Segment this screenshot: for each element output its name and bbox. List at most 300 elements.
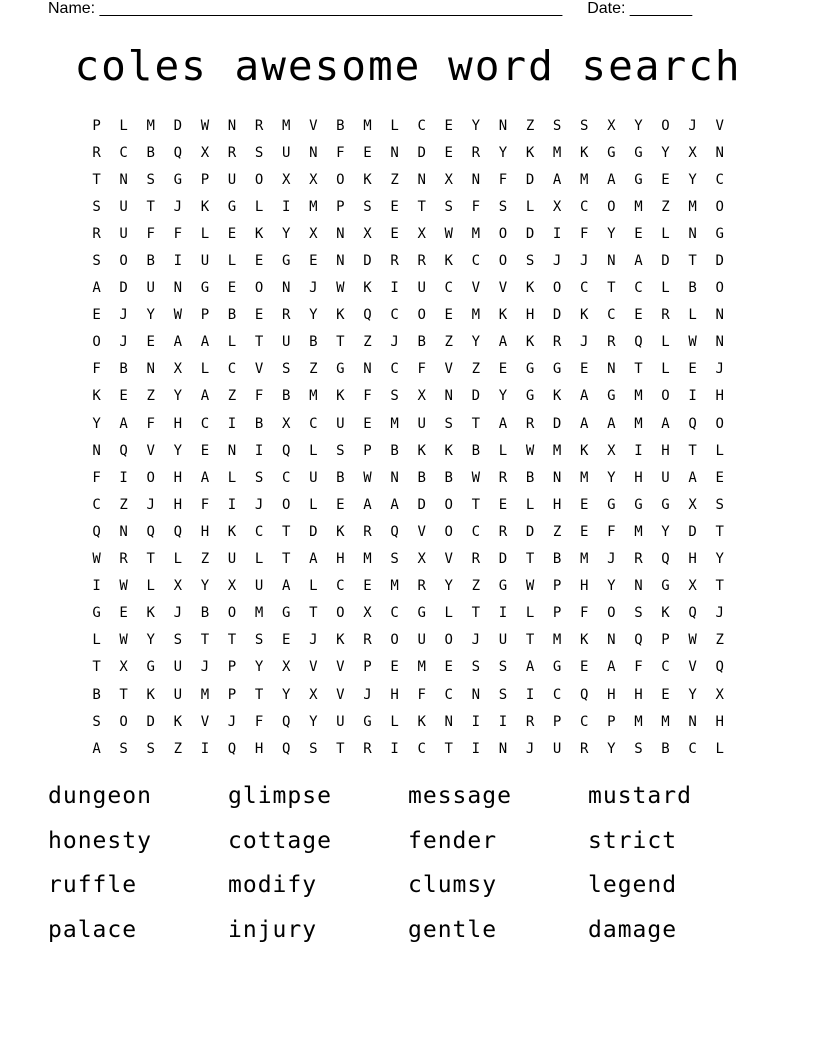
grid-letter: L [227,253,237,270]
grid-letter: L [715,442,724,459]
grid-letter: Z [661,198,670,215]
grid-letter: S [92,253,101,270]
grid-letter: D [417,496,426,513]
grid-letter: E [498,496,508,513]
grid-letter: E [363,578,372,595]
grid-letter: T [254,686,264,703]
grid-letter: T [146,551,155,568]
grid-letter: S [634,740,643,757]
grid-letter: W [363,469,372,486]
grid-letter: A [363,496,372,513]
grid-letter: O [607,605,616,622]
grid-letter: V [444,551,453,568]
grid-letter: A [580,415,589,432]
grid-letter: X [688,496,697,513]
grid-letter: S [363,198,372,215]
grid-letter: K [525,144,535,161]
grid-letter: Y [281,686,291,703]
grid-letter: V [336,659,345,676]
grid-letter: D [525,171,535,188]
grid-letter: J [119,334,128,351]
grid-letter: F [417,361,426,378]
grid-letter: I [471,713,481,730]
grid-letter: B [525,469,535,486]
grid-letter: A [200,388,210,405]
grid-letter: B [661,740,670,757]
grid-letter: Y [173,442,183,459]
grid-letter: R [634,551,643,568]
grid-letter: U [552,740,562,757]
grid-letter: C [580,198,589,215]
word-list-item: gentle [408,916,498,943]
grid-letter: Z [444,334,453,351]
grid-letter: J [688,117,697,134]
grid-letter: Q [363,307,372,324]
grid-letter: Q [661,551,670,568]
grid-letter: N [227,117,237,134]
grid-letter: R [498,523,508,540]
grid-letter: Y [715,551,724,568]
grid-letter: J [146,496,155,513]
grid-letter: J [525,740,535,757]
grid-letter: O [715,415,724,432]
grid-letter: T [227,632,237,649]
grid-letter: L [525,605,535,622]
grid-letter: C [390,605,399,622]
grid-letter: N [146,361,155,378]
grid-letter: N [173,280,183,297]
grid-letter: Q [281,442,291,459]
grid-letter: A [200,334,210,351]
grid-letter: M [200,686,210,703]
grid-letter: O [661,388,670,405]
grid-letter: O [336,605,345,622]
grid-letter: N [417,171,426,188]
grid-letter: D [309,523,318,540]
grid-letter: T [281,523,291,540]
grid-letter: W [525,442,535,459]
grid-letter: N [363,361,372,378]
grid-letter: N [498,117,508,134]
grid-letter: N [471,686,481,703]
grid-letter: I [173,253,183,270]
grid-letter: P [661,632,670,649]
grid-letter: U [200,253,210,270]
grid-letter: X [200,144,210,161]
grid-letter: U [281,144,291,161]
grid-letter: P [92,117,101,134]
grid-letter: N [390,469,399,486]
grid-letter: H [580,578,589,595]
grid-letter: J [119,307,128,324]
grid-letter: H [254,740,264,757]
word-list-item: fender [408,827,498,854]
grid-letter: Y [607,578,616,595]
grid-letter: S [281,361,291,378]
date-field-label: Date: _______ [587,0,693,17]
grid-letter: C [390,307,399,324]
grid-letter: K [173,713,183,730]
grid-letter: B [336,117,345,134]
grid-letter: W [444,225,453,242]
grid-letter: G [552,361,562,378]
grid-letter: C [119,144,128,161]
grid-letter: Z [471,578,481,595]
grid-letter: S [525,253,535,270]
grid-letter: S [444,415,453,432]
grid-letter: H [525,307,535,324]
grid-letter: X [363,225,372,242]
grid-letter: O [254,171,264,188]
grid-letter: I [552,225,562,242]
grid-letter: H [661,442,670,459]
grid-letter: N [715,144,724,161]
grid-letter: T [336,334,345,351]
grid-letter: E [200,442,210,459]
grid-letter: C [92,496,101,513]
grid-letter: P [336,198,345,215]
grid-letter: K [336,388,345,405]
grid-letter: N [336,225,345,242]
grid-letter: M [688,198,697,215]
grid-letter: B [444,469,453,486]
grid-letter: R [254,117,264,134]
grid-letter: M [363,551,372,568]
grid-letter: E [444,659,453,676]
grid-letter: R [607,334,616,351]
grid-letter: I [119,469,128,486]
grid-letter: W [200,117,210,134]
grid-letter: F [173,225,183,242]
grid-letter: N [390,144,399,161]
grid-letter: N [715,334,724,351]
grid-letter: Q [688,415,697,432]
grid-letter: F [607,523,616,540]
grid-letter: L [254,198,264,215]
grid-letter: L [715,740,724,757]
grid-letter: U [173,659,183,676]
grid-letter: B [281,388,291,405]
grid-letter: Y [661,523,670,540]
grid-letter: S [498,686,508,703]
grid-letter: V [471,280,481,297]
grid-letter: I [390,280,399,297]
grid-letter: B [417,469,426,486]
grid-letter: T [417,198,426,215]
grid-letter: O [715,280,724,297]
grid-letter: Q [119,442,128,459]
grid-letter: J [173,198,183,215]
grid-letter: M [580,171,589,188]
grid-letter: L [173,551,183,568]
grid-letter: T [715,523,724,540]
grid-letter: Q [227,740,237,757]
grid-letter: W [119,578,128,595]
grid-letter: I [92,578,101,595]
grid-letter: H [173,496,183,513]
grid-letter: X [715,686,724,703]
grid-letter: P [200,171,210,188]
grid-letter: M [580,469,589,486]
grid-letter: K [552,388,562,405]
grid-letter: X [607,117,616,134]
grid-letter: B [688,280,697,297]
grid-letter: K [336,523,345,540]
grid-letter: U [254,578,264,595]
grid-letter: J [390,334,399,351]
grid-letter: S [146,740,155,757]
grid-letter: Y [254,659,264,676]
grid-letter: K [580,442,589,459]
grid-letter: I [227,415,237,432]
grid-letter: F [254,713,264,730]
grid-letter: F [417,686,426,703]
grid-letter: E [390,198,399,215]
grid-letter: Y [146,632,155,649]
grid-letter: M [634,523,643,540]
grid-letter: R [92,144,101,161]
grid-letter: C [580,713,589,730]
grid-letter: X [607,442,616,459]
grid-letter: O [498,253,508,270]
grid-letter: J [363,686,372,703]
grid-letter: E [92,307,101,324]
grid-letter: P [200,307,210,324]
grid-letter: P [607,713,616,730]
grid-letter: Y [471,334,481,351]
grid-letter: G [552,659,562,676]
grid-letter: S [390,551,399,568]
grid-letter: C [607,307,616,324]
grid-letter: E [498,361,508,378]
grid-letter: R [471,551,481,568]
grid-letter: T [92,659,101,676]
grid-letter: X [309,225,318,242]
grid-letter: Q [715,659,724,676]
grid-letter: L [688,307,697,324]
grid-letter: E [444,307,453,324]
word-list [48,780,768,958]
grid-letter: E [281,632,291,649]
grid-letter: N [471,171,481,188]
grid-letter: S [92,713,101,730]
word-list-item: message [408,783,512,809]
grid-letter: F [363,388,372,405]
grid-letter: Q [688,605,697,622]
grid-letter: F [336,144,345,161]
grid-letter: K [525,334,535,351]
grid-letter: A [607,415,616,432]
grid-letter: X [119,659,128,676]
grid-letter: Z [146,388,155,405]
grid-letter: N [607,361,616,378]
grid-letter: L [525,496,535,513]
grid-letter: S [498,198,508,215]
grid-letter: O [552,280,562,297]
grid-letter: E [580,361,589,378]
grid-letter: K [525,280,535,297]
grid-letter: K [444,253,453,270]
grid-letter: M [552,632,562,649]
grid-letter: D [119,280,128,297]
grid-letter: A [498,415,508,432]
grid-letter: X [552,198,562,215]
grid-letter: R [525,415,535,432]
grid-letter: K [363,280,372,297]
grid-letter: H [336,551,345,568]
grid-letter: M [552,442,562,459]
grid-letter: R [417,253,426,270]
grid-letter: V [254,361,264,378]
grid-letter: Y [92,415,101,432]
grid-letter: T [444,740,453,757]
grid-letter: X [417,225,426,242]
grid-letter: C [390,361,399,378]
grid-letter: V [715,117,724,134]
grid-letter: P [227,686,237,703]
grid-letter: F [92,469,101,486]
grid-letter: D [525,523,535,540]
grid-letter: R [390,253,399,270]
grid-letter: Q [92,523,101,540]
grid-letter: X [281,659,291,676]
grid-letter: Y [309,713,318,730]
grid-letter: H [607,686,616,703]
grid-letter: O [119,253,128,270]
grid-letter: I [254,442,264,459]
grid-letter: W [336,280,345,297]
grid-letter: L [254,551,264,568]
letter-grid [83,112,733,762]
grid-letter: S [309,740,318,757]
grid-letter: K [417,713,426,730]
grid-letter: A [525,659,535,676]
grid-letter: A [552,171,562,188]
grid-letter: E [715,469,724,486]
grid-letter: I [688,388,697,405]
grid-letter: R [363,740,372,757]
grid-letter: M [552,144,562,161]
grid-letter: G [227,198,237,215]
grid-letter: N [498,740,508,757]
grid-letter: N [309,144,318,161]
grid-letter: W [92,551,101,568]
grid-letter: P [552,605,562,622]
grid-letter: E [254,307,264,324]
grid-letter: I [200,740,210,757]
grid-letter: I [525,686,535,703]
name-field-label: Name: ____________________________________________________ [48,0,563,17]
grid-letter: Y [498,144,508,161]
grid-letter: D [498,551,508,568]
grid-letter: E [227,225,237,242]
grid-letter: S [254,144,264,161]
grid-letter: V [309,117,318,134]
grid-letter: S [254,469,264,486]
grid-letter: N [634,578,643,595]
word-list-item: modify [228,872,318,898]
grid-letter: Q [173,144,183,161]
grid-letter: H [200,523,210,540]
grid-letter: J [309,280,318,297]
grid-letter: R [227,144,237,161]
grid-letter: L [525,198,535,215]
grid-letter: C [227,361,237,378]
grid-letter: L [92,632,101,649]
grid-letter: U [281,334,291,351]
grid-letter: R [119,551,128,568]
grid-letter: Z [227,388,237,405]
grid-letter: F [580,225,589,242]
word-list-item: cottage [228,827,332,854]
grid-letter: D [173,117,183,134]
grid-letter: Y [498,388,508,405]
grid-letter: F [580,605,589,622]
grid-letter: S [498,659,508,676]
grid-letter: F [200,496,210,513]
grid-letter: Y [607,740,616,757]
grid-letter: K [580,632,589,649]
grid-letter: L [498,442,508,459]
grid-letter: N [336,253,345,270]
grid-letter: L [200,225,210,242]
grid-letter: O [390,632,399,649]
grid-letter: C [444,280,453,297]
grid-letter: E [309,253,318,270]
word-list-item: clumsy [408,872,498,898]
grid-letter: O [444,632,453,649]
grid-letter: U [146,280,155,297]
grid-letter: M [309,198,318,215]
grid-letter: X [309,171,318,188]
grid-letter: R [471,144,481,161]
grid-letter: W [119,632,128,649]
grid-letter: Z [119,496,128,513]
grid-letter: G [281,605,291,622]
grid-letter: Y [634,117,643,134]
grid-letter: L [661,225,670,242]
grid-letter: E [363,144,372,161]
grid-letter: K [580,307,589,324]
grid-letter: J [200,659,210,676]
grid-letter: C [552,686,562,703]
grid-letter: E [634,225,643,242]
grid-letter: B [254,415,264,432]
word-list-item: honesty [48,827,152,854]
grid-letter: N [227,442,237,459]
grid-letter: O [227,605,237,622]
grid-letter: A [200,469,210,486]
grid-letter: A [281,578,291,595]
grid-letter: X [417,551,426,568]
grid-letter: Z [525,117,535,134]
grid-letter: Q [580,686,589,703]
grid-letter: Y [200,578,210,595]
grid-letter: U [227,171,237,188]
word-list-item: mustard [588,783,692,809]
grid-letter: Q [146,523,155,540]
grid-letter: C [661,659,670,676]
grid-letter: T [471,496,481,513]
grid-letter: V [309,659,318,676]
grid-letter: G [281,253,291,270]
grid-letter: D [688,523,697,540]
grid-letter: V [688,659,697,676]
grid-letter: T [688,253,697,270]
grid-letter: E [336,496,345,513]
grid-letter: H [390,686,399,703]
grid-letter: T [525,632,535,649]
